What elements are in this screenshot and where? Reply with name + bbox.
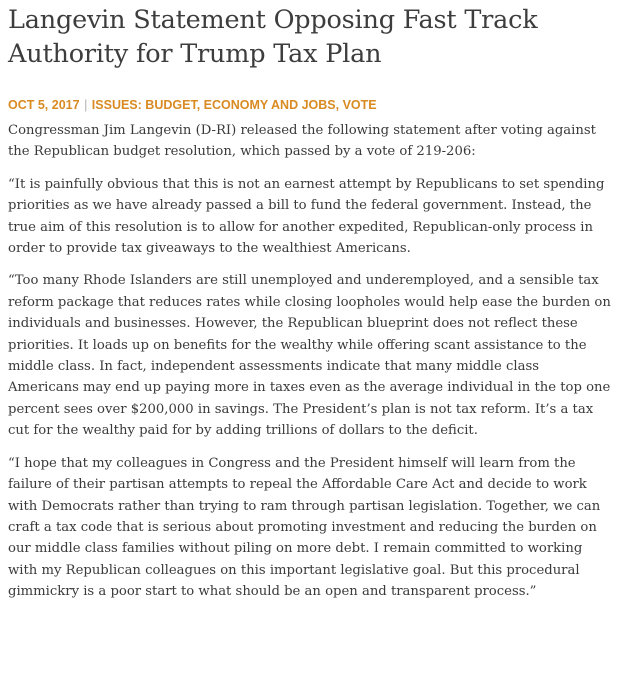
issue-comma: , (335, 98, 343, 112)
meta-separator: | (84, 98, 88, 112)
paragraph-quote-2: “Too many Rhode Islanders are still unemployed and underemployed, and a sensible tax reform package that reduces rates while closing loopholes would help ease the burden on individuals and businesses. However, the Republican blueprint does not reflect these priorities. It loads up on benefits for the wealthy while offering scant assistance to the middle class. In fact, independent assessments indicate that many middle class Americans may end up paying more in taxes even as the average individual in the top one percent sees over $200,000 in savings. The President’s plan is not tax reform. It’s a tax cut for the wealthy paid for by adding trillions of dollars to the deficit. (8, 273, 611, 439)
paragraph-intro: Congressman Jim Langevin (D-RI) released the following statement after voting against the Republican budget resolution, which passed by a vote of 219-206: (8, 123, 596, 160)
issues-label: ISSUES: (91, 98, 142, 112)
issue-comma: , (196, 98, 204, 112)
page-title: Langevin Statement Opposing Fast Track Authority for Trump Tax Plan (8, 5, 538, 69)
article (8, 0, 614, 614)
paragraph-quote-1: “It is painfully obvious that this is not an earnest attempt by Republicans to set spending priorities as we have already passed a bill to fund the federal government. Instead, the true aim of this resolution is to allow for another expedited, Republican-only process in order to provide tax giveaways to the wealthiest Americans. (8, 176, 605, 257)
issue-link-budget[interactable]: BUDGET (145, 98, 197, 112)
paragraph-quote-3: “I hope that my colleagues in Congress and the President himself will learn from the failure of their partisan attempts to repeal the Affordable Care Act and decide to work with Democrats rather than trying to ram through partisan legislation. Together, we can craft a tax code that is serious about promoting investment and reducing the burden on our middle class families without piling on more debt. I remain committed to working with my Republican colleagues on this important legislative goal. But this procedural gimmickry is a poor start to what should be an open and transparent process.” (8, 455, 601, 600)
issue-link-economy-and-jobs[interactable]: ECONOMY AND JOBS (203, 98, 336, 112)
article-body (8, 120, 614, 603)
issue-link-vote[interactable]: VOTE (342, 98, 377, 112)
article-date: OCT 5, 2017 (8, 98, 80, 112)
article-meta (8, 98, 614, 112)
